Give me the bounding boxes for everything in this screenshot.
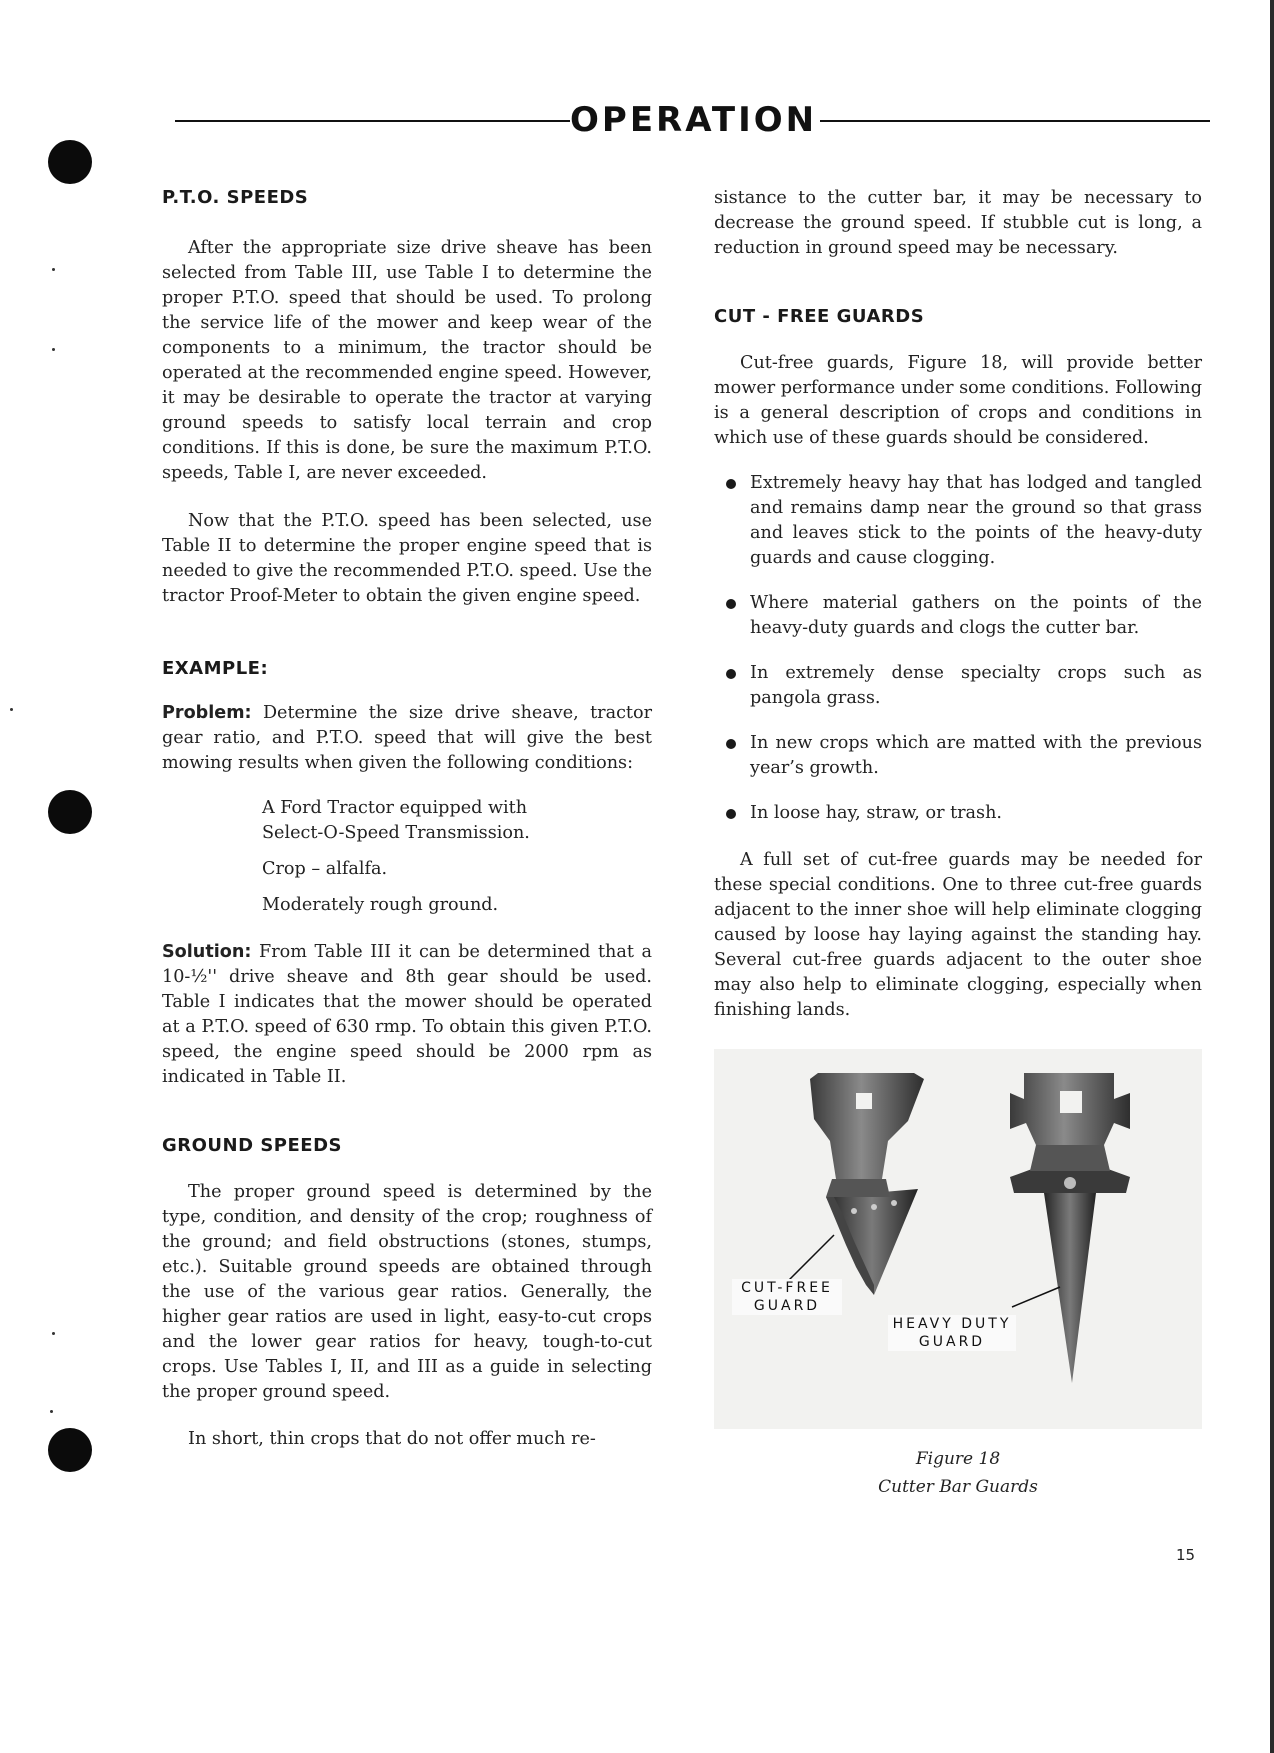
list-item (714, 471, 1202, 571)
punch-hole-bottom (48, 1428, 92, 1472)
scan-speck (50, 1410, 53, 1413)
condition-crop: Crop – alfalfa. (262, 859, 388, 879)
heavy-duty-leader-line (1012, 1287, 1060, 1307)
cut-free-guard-label: CUT-FREE GUARD (732, 1279, 842, 1315)
scan-speck (52, 348, 55, 351)
cut-free-leader-line (788, 1235, 834, 1281)
list-item-text: In new crops which are matted with the previous year’s growth. (750, 733, 1202, 778)
punch-hole-middle (48, 790, 92, 834)
ground-paragraph-1: The proper ground speed is determined by the type, condition, and density of the crop; roughness of the ground; and field obstructions (stones, stumps, etc.). Suitable ground speeds are obtained through the use of the various gear ratios. Generally, the higher gear ratios are used in light, easy-to-cut crops and the lower gear ratios for heavy, tough-to-cut crops. Use Tables I, II, and III as a guide in selecting the proper ground speed. (162, 1182, 652, 1402)
ground-paragraph-2: In short, thin crops that do not offer much re- (188, 1429, 596, 1449)
figure-18 (714, 1049, 1202, 1429)
problem-label: Problem: (162, 703, 252, 723)
header-title: OPERATION (570, 100, 818, 140)
solution-paragraph (162, 940, 652, 1090)
list-item-text: In extremely dense specialty crops such as pangola grass. (750, 663, 1202, 708)
list-item (714, 591, 1202, 641)
pto-speeds-heading: P.T.O. SPEEDS (162, 187, 309, 208)
scan-edge (1270, 0, 1274, 1753)
bullet-icon (726, 479, 736, 489)
header-rule-right (820, 120, 1210, 122)
condition-transmission: Select-O-Speed Transmission. (262, 823, 530, 843)
condition-tractor: A Ford Tractor equipped with (262, 798, 528, 818)
scan-speck (52, 268, 55, 271)
scan-speck (52, 1332, 55, 1335)
heavy-duty-guard-label: HEAVY DUTY GUARD (888, 1315, 1016, 1351)
cut-free-paragraph-1: Cut-free guards, Figure 18, will provide better mower performance under some conditions. Following is a general description of crops and conditions in which use of these guards should be considered. (714, 353, 1202, 448)
cut-free-guards-heading: CUT - FREE GUARDS (714, 306, 925, 327)
ground-continuation: sistance to the cutter bar, it may be necessary to decrease the ground speed. If stubble cut is long, a reduction in ground speed may be necessary. (714, 188, 1202, 258)
problem-paragraph (162, 701, 652, 776)
left-column (162, 186, 652, 1452)
pto-paragraph-1: After the appropriate size drive sheave has been selected from Table III, use Table I to determine the proper P.T.O. speed that should be used. To prolong the service life of the mower and keep wear of the components to a minimum, the tractor should be operated at the recommended engine speed. However, it may be desirable to operate the tractor at varying ground speeds to satisfy local terrain and crop conditions. If this is done, be sure the maximum P.T.O. speeds, Table I, are never exceeded. (162, 238, 652, 483)
pto-paragraph-2: Now that the P.T.O. speed has been selected, use Table II to determine the proper engine speed that is needed to give the recommended P.T.O. speed. Use the tractor Proof-Meter to obtain the given engine speed. (162, 511, 652, 606)
list-item-text: Extremely heavy hay that has lodged and tangled and remains damp near the ground so that grass and leaves stick to the points of the heavy-duty guards and cause clogging. (750, 473, 1202, 568)
example-heading: EXAMPLE: (162, 658, 269, 679)
figure-title: Cutter Bar Guards (878, 1477, 1038, 1497)
right-column (714, 186, 1202, 1501)
condition-ground: Moderately rough ground. (262, 895, 499, 915)
cut-free-guard-icon (810, 1073, 924, 1295)
bullet-icon (726, 669, 736, 679)
header-rule-left (175, 120, 570, 122)
ground-speeds-heading: GROUND SPEEDS (162, 1135, 342, 1156)
list-item (714, 661, 1202, 711)
bullet-icon (726, 739, 736, 749)
problem-text: Determine the size drive sheave, tractor gear ratio, and P.T.O. speed that will give the best mowing results when given the following conditions: (162, 703, 652, 773)
list-item (714, 801, 1202, 826)
list-item-text: Where material gathers on the points of the heavy-duty guards and clogs the cutter bar. (750, 593, 1202, 638)
solution-text: From Table III it can be determined that a 10-½'' drive sheave and 8th gear should be used. Table I indicates that the mower should be operated at a P.T.O. speed of 630 rmp. To obtain this given P.T.O. speed, the engine speed should be 2000 rpm as indicated in Table II. (162, 942, 652, 1087)
heavy-duty-guard-icon (1010, 1073, 1130, 1383)
example-conditions (262, 796, 652, 918)
guards-illustration (714, 1049, 1202, 1429)
list-item-text: In loose hay, straw, or trash. (750, 803, 1002, 823)
bullet-icon (726, 599, 736, 609)
scan-speck (10, 708, 13, 711)
list-item (714, 731, 1202, 781)
section-header (175, 100, 1210, 140)
cut-free-paragraph-2: A full set of cut-free guards may be needed for these special conditions. One to three cut-free guards adjacent to the inner shoe will help eliminate clogging caused by loose hay laying against the standing hay. Several cut-free guards adjacent to the outer shoe may also help to eliminate clogging, especially when finishing lands. (714, 850, 1202, 1020)
figure-caption (714, 1445, 1202, 1501)
page-number: 15 (1176, 1546, 1196, 1564)
punch-hole-top (48, 140, 92, 184)
figure-number: Figure 18 (915, 1449, 1001, 1469)
solution-label: Solution: (162, 942, 252, 962)
bullet-icon (726, 809, 736, 819)
conditions-list (714, 471, 1202, 826)
